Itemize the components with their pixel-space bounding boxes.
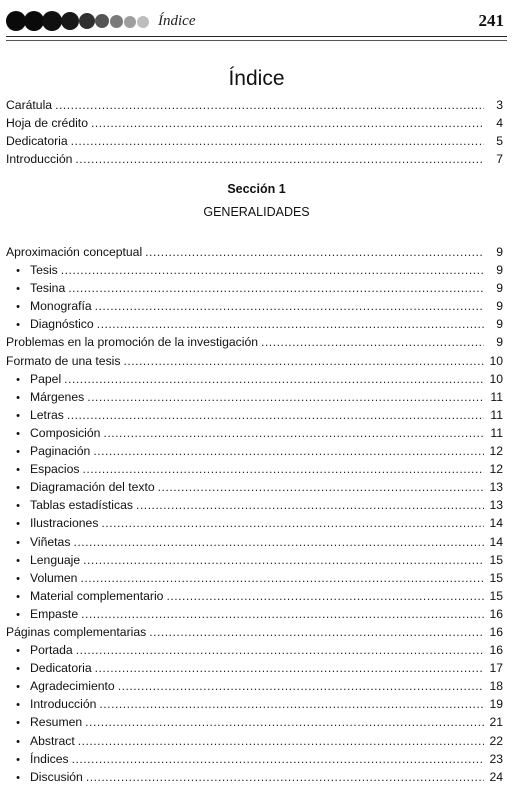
toc-entry: [6, 750, 503, 768]
dot-leader: [158, 478, 484, 496]
toc-entry-label: Tesis: [30, 263, 58, 278]
section-subheading: GENERALIDADES: [203, 205, 310, 219]
toc-entry-page: 22: [489, 733, 503, 748]
toc-entry-page: 7: [496, 152, 503, 167]
toc-entry-label: Volumen: [30, 570, 78, 585]
toc-entry-page: 14: [489, 516, 503, 531]
toc-entry-page: 12: [489, 444, 503, 459]
dot-leader: [85, 713, 484, 731]
toc-entry-label: Agradecimiento: [30, 679, 115, 694]
toc-entry: [6, 460, 503, 478]
toc-entry-label: Diagramación del texto: [30, 480, 155, 495]
toc-entry-label: Carátula: [6, 98, 53, 112]
front-matter-list: [6, 96, 503, 168]
toc-entry: [6, 587, 503, 605]
bullet-icon: •: [16, 409, 20, 422]
dot-leader: [95, 297, 484, 315]
toc-entry-page: 21: [489, 715, 503, 730]
section-heading: Sección 1: [227, 182, 286, 196]
toc-entry: [6, 677, 503, 695]
bullet-icon: •: [16, 536, 20, 549]
toc-entry-page: 3: [496, 98, 503, 112]
toc-entry: [6, 424, 503, 442]
bullet-icon: •: [16, 645, 20, 658]
header-rule: [6, 36, 507, 37]
toc-entry: [6, 243, 503, 261]
toc-entry-label: Índices: [30, 751, 69, 766]
toc-entry: [6, 370, 503, 388]
toc-entry: [6, 641, 503, 659]
toc-entry-label: Material complementario: [30, 588, 164, 603]
bullet-icon: •: [16, 391, 20, 404]
toc-entry-label: Discusión: [30, 769, 83, 784]
running-head: [6, 10, 507, 34]
toc-entry-page: 9: [496, 317, 503, 332]
dot-leader: [91, 114, 484, 132]
toc-entry-page: 9: [496, 335, 503, 350]
toc-entry: [6, 150, 503, 168]
toc-entry: [6, 279, 503, 297]
toc-entry-page: 19: [489, 697, 503, 712]
dot-leader: [95, 659, 484, 677]
toc-entry-page: 4: [496, 116, 503, 131]
toc-entry: [6, 478, 503, 496]
dot-leader: [261, 333, 484, 351]
toc-entry: [6, 605, 503, 623]
toc-entry: [6, 406, 503, 424]
dot-leader: [68, 279, 484, 297]
dot-leader: [123, 352, 484, 370]
toc-entry-label: Introducción: [6, 152, 73, 167]
bullet-icon: •: [16, 717, 20, 730]
toc-entry-label: Composición: [30, 425, 101, 440]
toc-entry: [6, 713, 503, 731]
toc-entry: [6, 551, 503, 569]
toc-entry-page: 18: [489, 679, 503, 694]
bullet-icon: •: [16, 427, 20, 440]
toc-list: [6, 243, 503, 786]
toc-entry: [6, 388, 503, 406]
dot-leader: [64, 370, 484, 388]
page-title: Índice: [228, 67, 285, 90]
toc-entry-label: Monografía: [30, 299, 92, 314]
bullet-icon: •: [16, 265, 20, 278]
dot-leader: [93, 442, 484, 460]
toc-entry-label: Hoja de crédito: [6, 116, 88, 131]
toc-entry: [6, 261, 503, 279]
toc-entry-page: 11: [490, 407, 503, 422]
toc-entry: [6, 623, 503, 641]
toc-entry-page: 23: [489, 751, 503, 766]
toc-entry-label: Ilustraciones: [30, 516, 99, 531]
toc-entry-label: Dedicatoria: [30, 661, 92, 676]
dot-leader: [81, 605, 484, 623]
dot-leader: [166, 587, 484, 605]
toc-entry: [6, 315, 503, 333]
toc-entry-page: 5: [496, 134, 503, 149]
toc-entry-page: 9: [496, 263, 503, 278]
bullet-icon: •: [16, 464, 20, 477]
toc-entry-page: 15: [489, 552, 503, 567]
toc-entry-page: 16: [489, 606, 503, 621]
toc-entry-label: Lenguaje: [30, 552, 81, 567]
dot-leader: [87, 388, 484, 406]
dot-leader: [149, 623, 484, 641]
toc-entry: [6, 569, 503, 587]
bullet-icon: •: [16, 373, 20, 386]
dot-leader: [103, 424, 484, 442]
bullet-icon: •: [16, 572, 20, 585]
toc-entry-label: Diagnóstico: [30, 317, 94, 332]
toc-entry-label: Márgenes: [30, 389, 85, 404]
bullet-icon: •: [16, 319, 20, 332]
toc-entry-label: Paginación: [30, 444, 91, 459]
toc-entry-page: 15: [489, 588, 503, 603]
toc-entry-page: 9: [496, 245, 503, 259]
toc-entry-label: Letras: [30, 407, 64, 422]
toc-entry-label: Problemas en la promoción de la investigación: [6, 335, 259, 350]
bullet-icon: •: [16, 590, 20, 603]
dot-leader: [145, 243, 484, 261]
bullet-icon: •: [16, 301, 20, 314]
bullet-icon: •: [16, 446, 20, 459]
toc-entry-page: 13: [489, 498, 503, 513]
bullet-icon: •: [16, 608, 20, 621]
bullet-icon: •: [16, 699, 20, 712]
toc-entry-page: 12: [489, 462, 503, 477]
dot-leader: [67, 406, 484, 424]
toc-entry-page: 15: [489, 570, 503, 585]
toc-entry-label: Abstract: [30, 733, 75, 748]
dot-leader: [55, 96, 484, 114]
toc-entry-label: Aproximación conceptual: [6, 245, 143, 259]
toc-entry-label: Dedicatoria: [6, 134, 68, 149]
bullet-icon: •: [16, 663, 20, 676]
toc-entry-page: 10: [489, 371, 503, 386]
toc-entry-label: Empaste: [30, 606, 79, 621]
dot-leader: [136, 496, 484, 514]
toc-entry: [6, 732, 503, 750]
toc-entry: [6, 96, 503, 114]
bullet-icon: •: [16, 735, 20, 748]
dot-leader: [76, 641, 484, 659]
toc-entry: [6, 768, 503, 786]
toc-entry: [6, 533, 503, 551]
toc-entry: [6, 333, 503, 351]
dot-leader: [97, 315, 484, 333]
toc-entry: [6, 659, 503, 677]
toc-entry: [6, 514, 503, 532]
toc-entry-page: 24: [489, 769, 503, 784]
bullet-icon: •: [16, 554, 20, 567]
bullet-icon: •: [16, 771, 20, 784]
header-rule-thin: [6, 40, 507, 41]
toc-entry: [6, 695, 503, 713]
toc-entry-label: Introducción: [30, 697, 97, 712]
toc-entry: [6, 297, 503, 315]
dot-leader: [71, 132, 484, 150]
toc-entry-label: Tablas estadísticas: [30, 498, 133, 513]
toc-entry-page: 16: [489, 643, 503, 658]
dot-leader: [86, 768, 484, 786]
toc-entry-page: 11: [490, 425, 503, 440]
toc-entry-page: 17: [489, 661, 503, 676]
dot-leader: [61, 261, 484, 279]
toc-entry: [6, 114, 503, 132]
toc-entry-page: 11: [490, 389, 503, 404]
toc-entry: [6, 132, 503, 150]
bullet-icon: •: [16, 753, 20, 766]
bullet-icon: •: [16, 482, 20, 495]
dot-leader: [82, 460, 484, 478]
bullet-icon: •: [16, 283, 20, 296]
toc-entry-label: Portada: [30, 643, 73, 658]
bullet-icon: •: [16, 500, 20, 513]
dot-leader: [99, 695, 484, 713]
toc-entry: [6, 442, 503, 460]
dot-leader: [83, 551, 484, 569]
dot-leader: [118, 677, 484, 695]
toc-entry-label: Resumen: [30, 715, 83, 730]
dot-leader: [72, 750, 484, 768]
toc-entry-page: 9: [496, 281, 503, 296]
page-number: 241: [478, 11, 504, 30]
toc-entry-label: Tesina: [30, 281, 66, 296]
dot-leader: [73, 533, 484, 551]
bullet-icon: •: [16, 518, 20, 531]
toc-entry-page: 10: [489, 353, 503, 368]
dot-leader: [80, 569, 484, 587]
toc-entry-page: 13: [489, 480, 503, 495]
toc-entry-page: 16: [489, 624, 503, 639]
running-head-title: Índice: [158, 13, 196, 29]
toc-entry-label: Formato de una tesis: [6, 353, 121, 368]
toc-entry-label: Papel: [30, 371, 62, 386]
bullet-icon: •: [16, 681, 20, 694]
toc-entry-label: Viñetas: [30, 534, 71, 549]
toc-entry: [6, 496, 503, 514]
toc-entry: [6, 352, 503, 370]
dot-leader: [78, 732, 484, 750]
toc-entry-page: 9: [496, 299, 503, 314]
toc-entry-page: 14: [489, 534, 503, 549]
dot-leader: [75, 150, 484, 168]
toc-entry-label: Páginas complementarias: [6, 624, 147, 639]
dot-leader: [101, 514, 484, 532]
toc-entry-label: Espacios: [30, 462, 80, 477]
